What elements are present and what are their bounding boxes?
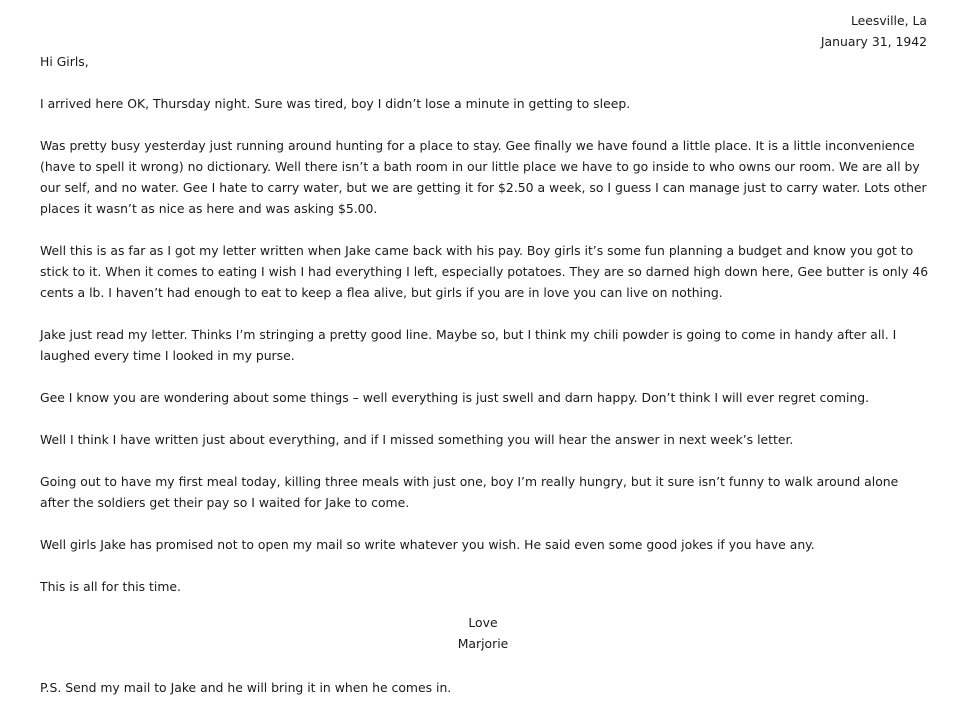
paragraph-1: I arrived here OK, Thursday night. Sure was tired, boy I didn’t lose a minute in getting to sleep. xyxy=(40,96,631,111)
paragraph-3: Well this is as far as I got my letter written when Jake came back with his pay. Boy girls it’s some fun planning a budget and know you got to stick to it. When it comes to eating I wish I had everything I left, especially potatoes. They are so darned high down here, Gee butter is only 46 cents a lb. I haven’t had enough to eat to keep a flea alive, but girls if you are in love you can live on nothing. xyxy=(40,243,929,300)
paragraph-5: Gee I know you are wondering about some things – well everything is just swell and darn happy. Don’t think I will ever regret coming. xyxy=(40,390,870,405)
letter-body xyxy=(40,51,930,618)
letter-place: Leesville, La xyxy=(850,13,927,28)
paragraph-8: Well girls Jake has promised not to open my mail so write whatever you wish. He said even some good jokes if you have any. xyxy=(40,537,815,552)
signature: Marjorie xyxy=(457,636,509,651)
paragraph-6: Well I think I have written just about everything, and if I missed something you will hear the answer in next week’s letter. xyxy=(40,432,794,447)
paragraph-9: This is all for this time. xyxy=(40,579,181,594)
postscript: P.S. Send my mail to Jake and he will bring it in when he comes in. xyxy=(40,680,452,695)
letter-date: January 31, 1942 xyxy=(820,34,927,49)
paragraph-4: Jake just read my letter. Thinks I’m stringing a pretty good line. Maybe so, but I think my chili powder is going to come in handy after all. I laughed every time I looked in my purse. xyxy=(40,327,897,363)
paragraph-2: Was pretty busy yesterday just running around hunting for a place to stay. Gee finally we have found a little place. It is a little inconvenience (have to spell it wrong) no dictionary. Well there isn’t a bath room in our little place we have to go inside to who owns our room. We are all by our self, and no water. Gee I hate to carry water, but we are getting it for $2.50 a week, so I guess I can manage just to carry water. Lots other places it wasn’t as nice as here and was asking $5.00. xyxy=(40,138,927,216)
letter-closing xyxy=(0,612,960,654)
letter-heading xyxy=(821,10,927,52)
paragraph-7: Going out to have my first meal today, killing three meals with just one, boy I’m really hungry, but it sure isn’t funny to walk around alone after the soldiers get their pay so I waited for Jake to come. xyxy=(40,474,899,510)
salutation: Hi Girls, xyxy=(40,54,89,69)
closing-word: Love xyxy=(468,615,498,630)
